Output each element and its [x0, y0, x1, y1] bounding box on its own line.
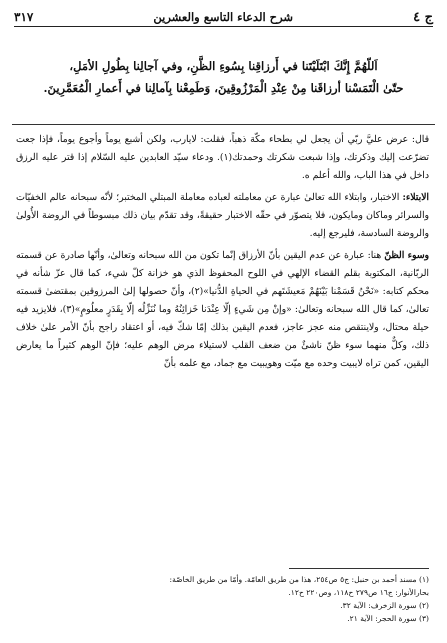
paragraph-2	[16, 189, 429, 243]
paragraph-1: قال: عرض عليَّ ربّي أن يجعل لي بطحاء مكّة ذهباً، فقلت: لايارب، ولكن أشبع يوماً وأجوع يوماً، فإذا جعت تضرّعت إليك وذكرتك، وإذا شبعت شكرتك وحمدتك(١). ودعاء سيّد العابدين عليه السّلام إذا قتر عليه الرزق داخل في هذا الباب، والله أعلم ه.	[16, 134, 429, 181]
term-su-al-zann: وسوء الظنّ	[384, 250, 429, 261]
chapter-title: شرح الدعاء التاسع والعشرين	[153, 10, 294, 24]
paragraph-3	[16, 247, 429, 373]
footnote-2: (٢) سورة الزخرف: الآية ٣٢.	[340, 601, 429, 610]
footnote-1b: بحارالأنوار: ج١٦ ص٢٧٩ ح١١٨، وص٢٢٠ ح١٢.	[288, 588, 429, 597]
volume-label: ج ٤	[413, 9, 433, 25]
footnote-divider	[289, 568, 429, 569]
running-header	[14, 8, 433, 27]
supplication-quote	[28, 55, 419, 99]
paragraph-2-text: الاختبار، وابتلاء الله تعالىٰ عبارة عن معاملته لعباده معاملة المبتلي المختبر؛ لأنّه سبحانه عالم الخفيّات والسرائر وماكان ومايكون، فلا يتصوّر في حقّه الاختبار حقيقةً، وقد تقدّم بيان ذلك مبسوطاً في الروضة الأُولىٰ والروضة السادسة، فليرجع إليه.	[16, 192, 429, 239]
quote-divider	[12, 124, 435, 125]
footnotes	[18, 573, 429, 625]
term-ibtila: الابتلاء:	[402, 192, 429, 203]
quote-line-2: حتّىٰ الْتَمَسْنا أرزاقَنا مِنْ عِنْدِ الْمَرْزُوقِينَ، وَطَمِعْنا بِآمالِنا في أَعمارِ الْمُعَمَّرِينَ.	[43, 81, 404, 95]
footnote-1a: (١) مسند أحمد بن حنبل: ج٥ ص٢٥٤، هذا من طريق العامّة. وأمّا من طريق الخاصّة:	[169, 575, 429, 584]
quote-line-1: اَللّهُمَّ إِنَّكَ ابْتَلَيْتَنا في أَرزاقِنا بِسُوءِ الظَّنِ، وفي آجالِنا بِطُولِ الأمَلِ،	[69, 59, 378, 73]
page-number: ٣١٧	[14, 10, 34, 24]
paragraph-3-text: هنا: عبارة عن عدم اليقين بأنّ الأرزاق إنّما تكون من الله سبحانه وتعالىٰ، وأنّها صادرة عن قسمته الربّانية، المكتوبة بقلم القضاء الإلهي في اللوح المحفوظ الذي هو خزانة كلّ شيء، كما قال عزّ شأنه في محكم كتابه: «نَحْنُ قَسَمْنا بَيْنَهُمْ مَعيشَتَهم في الحياةِ الدُّنيا»(٢)، وأنّ حصولها إلىٰ المرزوقين بمقتضىٰ قسمته تعالىٰ، كما قال الله سبحانه وتعالىٰ: «وإنْ مِن شَيءٍ إلّا عِنْدَنا خَزائِنُهُ وما نُنَزِّلُه إلّا بِقَدَرٍ معلُومٍ»(٣)، فلايزيد فيه حيلة محتال، ولاينتقص منه عجز عاجز، فعدم اليقين بذلك إمّا شكّ فيه، أو اعتقاد راجح بأنّ الأمر علىٰ خلاف ذلك، وكلٌّ منهما سوء ظنّ ناشئٌ من ضعف القلب لاستيلاء مرض الوهم عليه؛ فإنّ الوهم كثيراً ما يعارض اليقين، كمن تراه لايبيت وحده مع ميّت وهويبيت مع جماد، مع علمه بأنّ	[16, 250, 430, 369]
commentary-text	[16, 131, 429, 373]
footnote-3: (٣) سورة الحجر: الآية ٢١.	[347, 614, 429, 623]
